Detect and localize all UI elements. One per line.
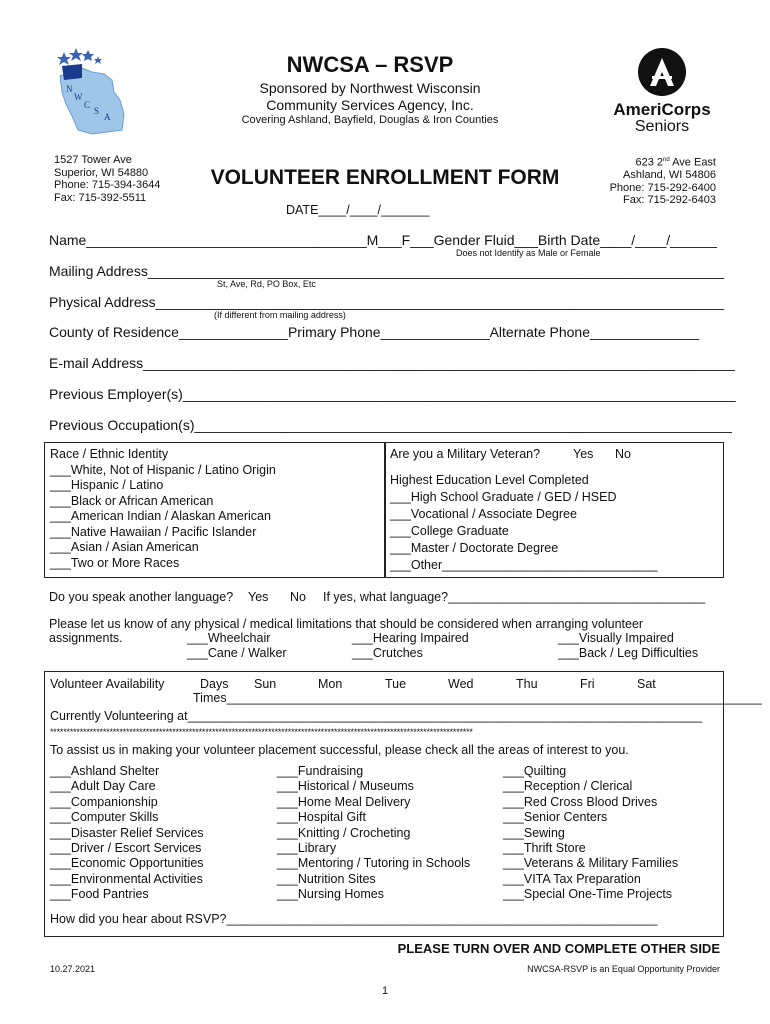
day-sat[interactable]: Sat	[637, 677, 656, 691]
interest-option[interactable]: ___Special One-Time Projects	[503, 887, 673, 902]
interest-option[interactable]: ___Economic Opportunities	[50, 856, 204, 871]
day-tue[interactable]: Tue	[385, 677, 407, 691]
county-phone-field[interactable]: County of Residence______________Primary Phone______________Alternate Phone______________	[49, 324, 699, 340]
times-field[interactable]: Times_____________________________________________________________________________	[193, 691, 762, 705]
svg-text:S: S	[94, 106, 100, 116]
interest-option[interactable]: ___Home Meal Delivery	[277, 794, 411, 809]
interests-intro: To assist us in making your volunteer placement successful, please check all the areas of interest to you.	[50, 743, 629, 757]
interest-option[interactable]: ___Ashland Shelter	[50, 764, 160, 778]
sponsor-line-2: Community Services Agency, Inc.	[266, 97, 474, 113]
cane-option[interactable]: ___Cane / Walker	[187, 646, 287, 660]
interest-option[interactable]: ___Sewing	[503, 825, 565, 840]
interest-option[interactable]: ___Veterans & Military Families	[503, 856, 679, 871]
education-option[interactable]: ___High School Graduate / GED / HSED	[390, 490, 617, 504]
svg-text:C: C	[84, 100, 91, 110]
equal-opportunity-note: NWCSA-RSVP is an Equal Opportunity Provider	[527, 964, 720, 974]
day-mon[interactable]: Mon	[318, 677, 343, 691]
page-number: 1	[381, 985, 389, 997]
wheelchair-option[interactable]: ___Wheelchair	[187, 631, 271, 645]
interest-option[interactable]: ___Environmental Activities	[50, 871, 203, 886]
interest-option[interactable]: ___Computer Skills	[50, 810, 159, 825]
previous-employer-field[interactable]: Previous Employer(s)_______________________________________________________________________	[49, 386, 736, 402]
interest-option[interactable]: ___Companionship	[50, 794, 158, 809]
form-title: VOLUNTEER ENROLLMENT FORM	[210, 166, 560, 189]
race-section	[50, 447, 276, 571]
heard-about-field[interactable]: How did you hear about RSVP?______________________________________________________________	[50, 912, 658, 926]
interests-column-2	[277, 764, 470, 903]
language-yes[interactable]: Yes	[248, 590, 269, 604]
left-address-line: Superior, WI 54880	[54, 166, 149, 179]
interest-option[interactable]: ___Quilting	[503, 764, 567, 778]
name-field[interactable]: Name____________________________________M___F___Gender Fluid___Birth Date____/____/______	[49, 232, 717, 248]
revision-date: 10.27.2021	[50, 964, 96, 974]
logo-letter-n: N	[66, 84, 73, 94]
language-question: Do you speak another language?	[49, 590, 234, 604]
day-thu[interactable]: Thu	[516, 677, 538, 691]
interest-option[interactable]: ___Historical / Museums	[277, 779, 414, 794]
currently-volunteering-field[interactable]: Currently Volunteering at__________________________________________________________________________	[50, 709, 703, 723]
race-option[interactable]: ___Asian / Asian American	[50, 540, 199, 554]
star-divider: ********************************************************************************************************************************	[50, 727, 473, 737]
limitations-line-1: Please let us know of any physical / medical limitations that should be considered when arranging volunteer	[49, 617, 644, 631]
interest-option[interactable]: ___Library	[277, 841, 337, 856]
day-sun[interactable]: Sun	[254, 677, 277, 691]
interest-option[interactable]: ___Reception / Clerical	[503, 779, 633, 794]
visually-option[interactable]: ___Visually Impaired	[558, 631, 674, 645]
back-option[interactable]: ___Back / Leg Difficulties	[558, 646, 699, 660]
veteran-yes[interactable]: Yes	[573, 447, 594, 461]
page-title: NWCSA – RSVP	[286, 52, 454, 77]
interest-option[interactable]: ___VITA Tax Preparation	[503, 871, 641, 886]
previous-occupation-field[interactable]: Previous Occupation(s)_____________________________________________________________________	[49, 417, 732, 433]
interests-column-1	[50, 764, 204, 903]
nwcsa-logo	[52, 44, 134, 140]
interest-option[interactable]: ___Food Pantries	[50, 887, 149, 902]
language-followup[interactable]: If yes, what language?_____________________________________	[323, 590, 706, 604]
gender-note: Does not Identify as Male or Female	[456, 248, 601, 258]
race-option[interactable]: ___Hispanic / Latino	[50, 478, 164, 492]
interest-option[interactable]: ___Knitting / Crocheting	[277, 825, 411, 840]
right-address-line: Fax: 715-292-6403	[623, 194, 716, 207]
interest-option[interactable]: ___Thrift Store	[503, 841, 586, 856]
logo-americorps-text: AmeriCorps	[613, 100, 711, 119]
interest-option[interactable]: ___Driver / Escort Services	[50, 841, 202, 856]
interest-option[interactable]: ___Fundraising	[277, 764, 364, 778]
veteran-question: Are you a Military Veteran?	[390, 447, 541, 461]
interests-column-3	[503, 764, 678, 903]
interest-option[interactable]: ___Hospital Gift	[277, 810, 366, 825]
coverage-text: Covering Ashland, Bayfield, Douglas & Iron Counties	[241, 114, 499, 126]
right-address-line-1: 623 2nd Ave East	[635, 156, 716, 169]
crutches-option[interactable]: ___Crutches	[352, 646, 423, 660]
physical-address-field[interactable]: Physical Address_________________________________________________________________________	[49, 294, 724, 310]
veteran-no[interactable]: No	[615, 447, 631, 461]
race-option[interactable]: ___Black or African American	[50, 493, 214, 508]
email-field[interactable]: E-mail Address____________________________________________________________________________	[49, 355, 735, 371]
mailing-note: St, Ave, Rd, PO Box, Etc	[217, 279, 316, 289]
race-option[interactable]: ___Two or More Races	[50, 555, 180, 570]
left-address-line: Fax: 715-392-5511	[54, 191, 147, 204]
availability-label: Volunteer Availability	[50, 677, 165, 691]
language-no[interactable]: No	[290, 590, 306, 604]
education-option[interactable]: ___Vocational / Associate Degree	[390, 507, 577, 521]
education-heading: Highest Education Level Completed	[390, 473, 589, 487]
svg-text:W: W	[74, 92, 83, 102]
interest-option[interactable]: ___Nursing Homes	[277, 887, 384, 902]
race-heading: Race / Ethnic Identity	[50, 447, 169, 461]
interest-option[interactable]: ___Disaster Relief Services	[50, 825, 204, 840]
day-fri[interactable]: Fri	[580, 677, 595, 691]
logo-seniors-text: Seniors	[634, 118, 690, 135]
right-address-line: Phone: 715-292-6400	[609, 181, 716, 194]
race-option[interactable]: ___White, Not of Hispanic / Latino Origin	[50, 462, 276, 477]
left-address	[54, 154, 160, 204]
sponsor-line-1: Sponsored by Northwest Wisconsin	[259, 80, 481, 96]
limitations-line-2: assignments.	[49, 631, 123, 645]
interest-option[interactable]: ___Red Cross Blood Drives	[503, 794, 658, 809]
race-option[interactable]: ___Native Hawaiian / Pacific Islander	[50, 524, 257, 539]
race-option[interactable]: ___American Indian / Alaskan American	[50, 509, 271, 523]
left-address-line: 1527 Tower Ave	[54, 154, 132, 166]
days-label: Days	[200, 677, 229, 691]
interest-option[interactable]: ___Mentoring / Tutoring in Schools	[277, 856, 471, 871]
demographics-divider	[384, 442, 386, 578]
svg-text:A: A	[104, 112, 111, 122]
physical-note: (If different from mailing address)	[214, 310, 346, 320]
interest-option[interactable]: ___Adult Day Care	[50, 779, 156, 794]
education-option[interactable]: ___College Graduate	[390, 524, 509, 538]
left-address-line: Phone: 715-394-3644	[54, 179, 161, 191]
day-wed[interactable]: Wed	[448, 677, 474, 691]
right-address-line: Ashland, WI 54806	[623, 169, 716, 182]
interest-option[interactable]: ___Nutrition Sites	[277, 871, 376, 886]
date-field[interactable]: DATE____/____/_______	[286, 203, 430, 217]
interest-option[interactable]: ___Senior Centers	[503, 810, 608, 825]
education-option[interactable]: ___Master / Doctorate Degree	[390, 541, 559, 555]
mailing-address-field[interactable]: Mailing Address__________________________________________________________________________	[49, 263, 725, 279]
education-section	[390, 472, 658, 574]
hearing-option[interactable]: ___Hearing Impaired	[352, 631, 469, 645]
education-option[interactable]: ___Other_______________________________	[390, 558, 658, 572]
turn-over-notice: PLEASE TURN OVER AND COMPLETE OTHER SIDE	[397, 941, 720, 956]
